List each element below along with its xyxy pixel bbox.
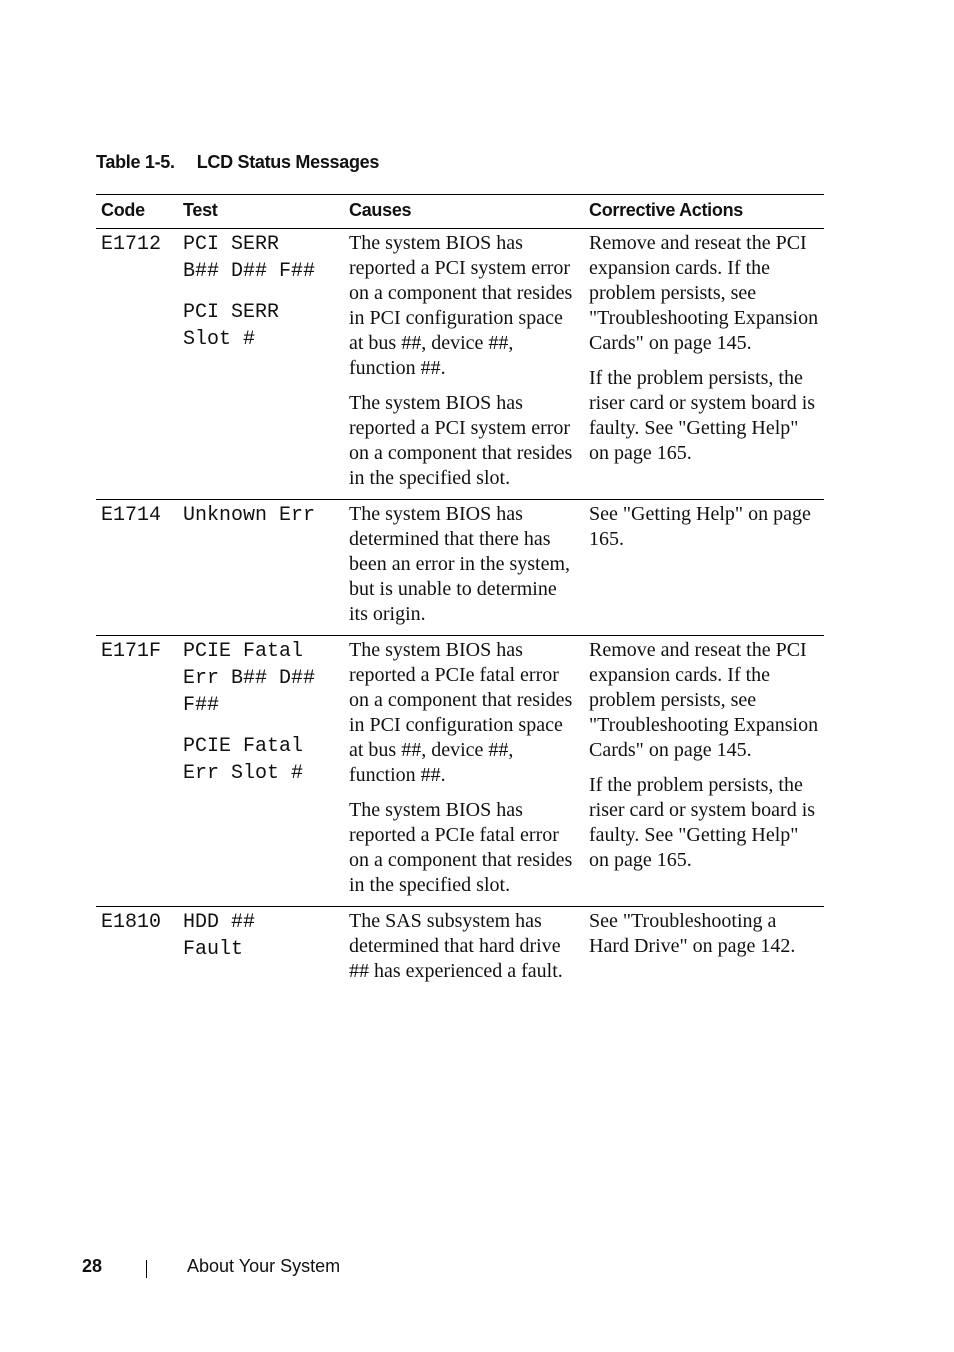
error-code: E171F	[101, 640, 162, 663]
error-code: E1712	[101, 233, 162, 256]
causes-cell	[344, 636, 584, 907]
section-title: About Your System	[187, 1256, 341, 1276]
actions-cell	[584, 229, 824, 500]
action-text: See "Troubleshooting a Hard Drive" on page 142.	[589, 910, 796, 957]
cause-text: The system BIOS has reported a PCIe fatal error on a component that resides in the specified slot.	[349, 799, 573, 896]
actions-cell	[584, 907, 824, 993]
table-row	[96, 500, 824, 636]
actions-cell	[584, 636, 824, 907]
code-cell	[96, 229, 178, 500]
lcd-message: PCIE Fatal Err B## D## F##	[183, 640, 316, 717]
lcd-message: PCI SERR B## D## F##	[183, 233, 316, 283]
causes-cell	[344, 907, 584, 993]
code-cell	[96, 500, 178, 636]
table-caption	[96, 152, 379, 173]
table-row	[96, 229, 824, 500]
table-header-row	[96, 195, 824, 229]
header-code: Code	[96, 195, 178, 229]
cause-text: The system BIOS has determined that there has been an error in the system, but is unable to determine its origin.	[349, 503, 571, 625]
causes-cell	[344, 229, 584, 500]
table-row	[96, 636, 824, 907]
error-code: E1810	[101, 911, 162, 934]
cause-text: The system BIOS has reported a PCIe fatal error on a component that resides in PCI configuration space at bus ##, device ##, function ##.	[349, 639, 573, 786]
cause-text: The SAS subsystem has determined that hard drive ## has experienced a fault.	[349, 910, 563, 982]
page-number: 28	[82, 1256, 103, 1276]
header-test: Test	[178, 195, 344, 229]
actions-cell	[584, 500, 824, 636]
action-text: If the problem persists, the riser card or system board is faulty. See "Getting Help" on page 165.	[589, 774, 816, 871]
cause-text: The system BIOS has reported a PCI system error on a component that resides in PCI configuration space at bus ##, device ##, function ##.	[349, 232, 573, 379]
table-title: LCD Status Messages	[196, 152, 380, 172]
action-text: Remove and reseat the PCI expansion cards. If the problem persists, see "Troubleshooting Expansion Cards" on page 145.	[589, 639, 819, 761]
test-cell	[178, 500, 344, 636]
test-cell	[178, 636, 344, 907]
page-footer	[82, 1256, 341, 1277]
action-text: If the problem persists, the riser card or system board is faulty. See "Getting Help" on page 165.	[589, 367, 816, 464]
header-causes: Causes	[344, 195, 584, 229]
lcd-message: Unknown Err	[183, 504, 316, 527]
footer-divider	[146, 1260, 147, 1278]
cause-text: The system BIOS has reported a PCI system error on a component that resides in the specified slot.	[349, 392, 573, 489]
lcd-message: PCI SERR Slot #	[183, 301, 280, 351]
action-text: Remove and reseat the PCI expansion cards. If the problem persists, see "Troubleshooting Expansion Cards" on page 145.	[589, 232, 819, 354]
lcd-message: HDD ## Fault	[183, 911, 256, 961]
header-corrective-actions: Corrective Actions	[584, 195, 824, 229]
code-cell	[96, 636, 178, 907]
error-code: E1714	[101, 504, 162, 527]
test-cell	[178, 907, 344, 993]
code-cell	[96, 907, 178, 993]
table-number: Table 1-5.	[96, 152, 175, 172]
test-cell	[178, 229, 344, 500]
action-text: See "Getting Help" on page 165.	[589, 503, 811, 550]
table-row	[96, 907, 824, 993]
causes-cell	[344, 500, 584, 636]
lcd-message: PCIE Fatal Err Slot #	[183, 735, 304, 785]
lcd-status-messages-table	[96, 194, 824, 992]
